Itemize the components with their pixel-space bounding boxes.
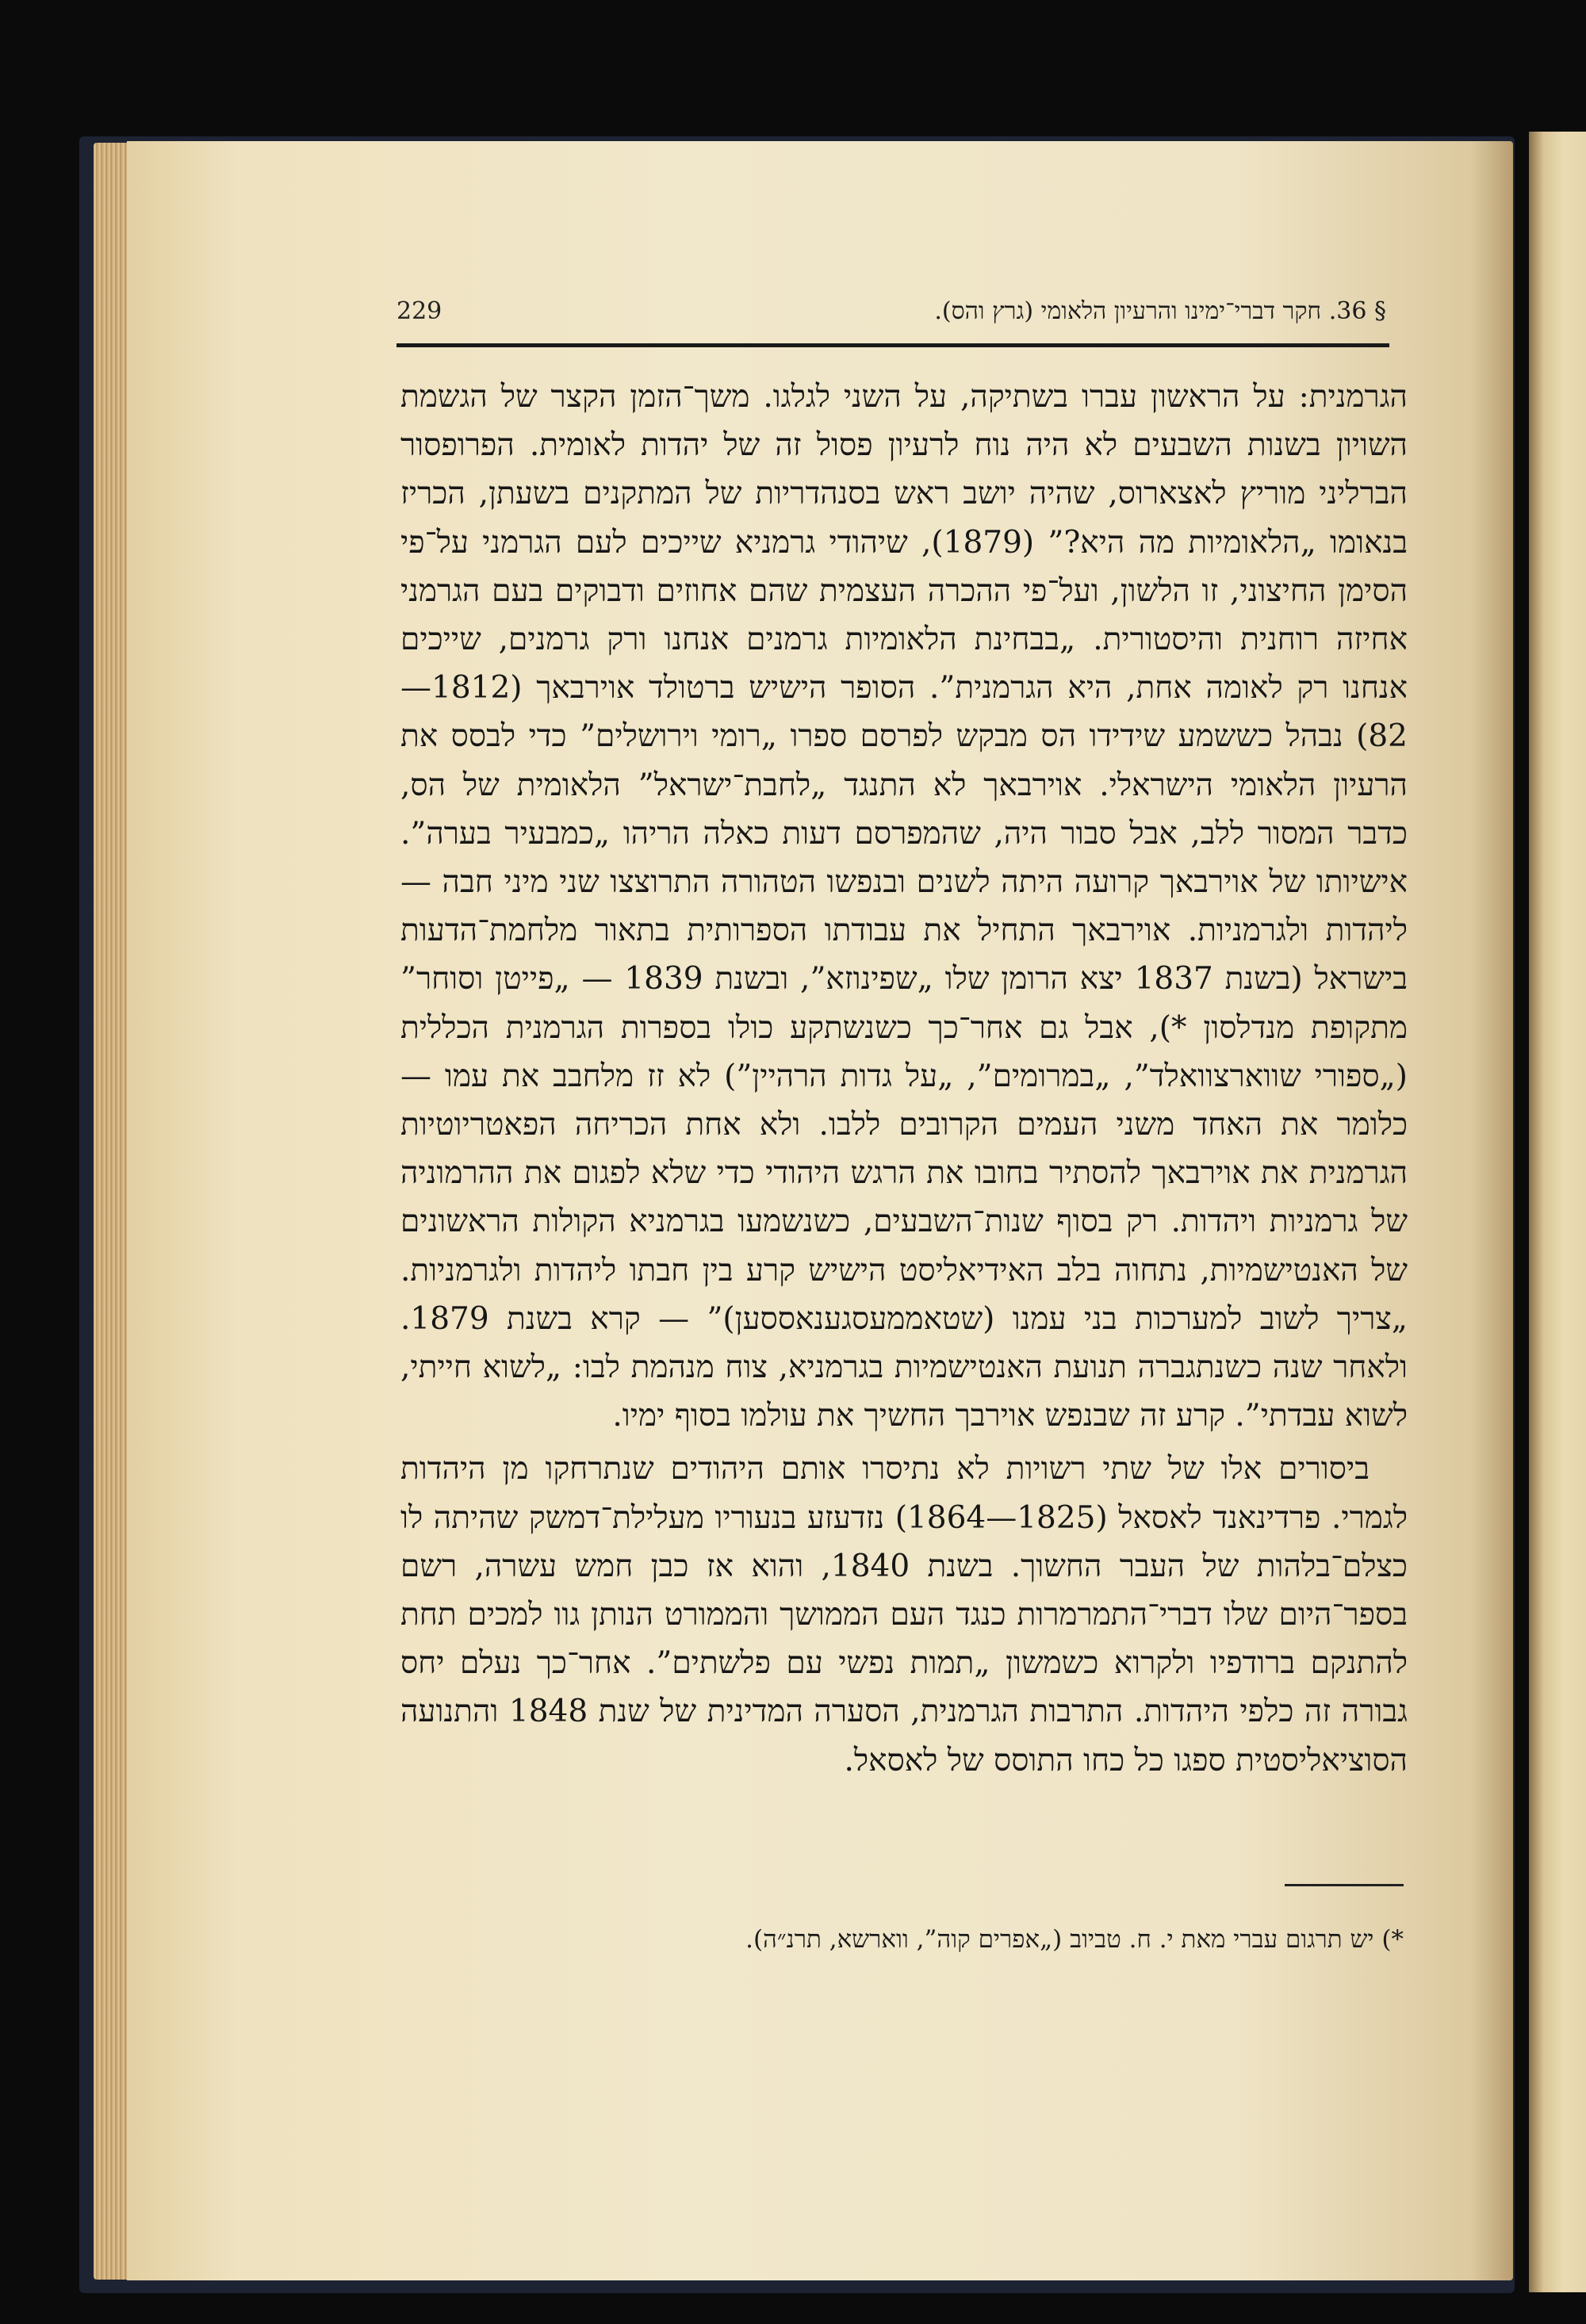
page-number: 229 xyxy=(396,297,442,325)
footnote-rule xyxy=(1285,1884,1404,1886)
paragraph-2: ביסורים אלו של שתי רשויות לא נתיסרו אותם היהודים שנתרחקו מן היהדות לגמרי. פרדינאנד לאסאל (1825—1864) נזדעזע בנעוריו מעלילת־דמשק שהיתה לו כצלם־בלהות של העבר החשוך. בשנת 1840, והוא אז כבן חמש עשרה, רשם בספר־היום שלו דברי־התמרמרות כנגד העם הממושך והממורט הנותן גוו למכים תחת להתנקם ברודפיו ולקרוא כשמשון „תמות נפשי עם פלשתים”. אחר־כך נעלם יחס גבורה זה כלפי היהדות. התרבות הגרמנית, הסערה המדינית של שנת 1848 והתנועה הסוציאליסטית ספגו כל כחו התוסס של לאסאל. xyxy=(400,1451,1408,1778)
facing-page-edge xyxy=(1529,132,1586,2292)
body-text xyxy=(400,373,1408,1785)
header-rule xyxy=(396,343,1389,347)
running-head: § 36. חקר דברי־ימינו והרעיון הלאומי (גרץ והס). xyxy=(934,297,1386,325)
footnote: *) יש תרגום עברי מאת י. ח. טביוב („אפרים קוה”, ווארשא, תרנ״ה). xyxy=(745,1925,1404,1954)
page-header xyxy=(396,297,1386,337)
paragraph-1: הגרמנית: על הראשון עברו בשתיקה, על השני לגלגו. משך־הזמן הקצר של הגשמת השויון בשנות השבעים לא היה נוח לרעיון פסול זה של יהדות לאומית. הפרופסור הברליני מוריץ לאצארוס, שהיה יושב ראש בסנהדריות של המתקנים בשעתן, הכריז בנאומו „הלאומיות מה היא?” (1879), שיהודי גרמניא שייכים לעם הגרמני על־פי הסימן החיצוני, זו הלשון, ועל־פי ההכרה העצמית שהם אחוזים ודבוקים בעם הגרמני אחיזה רוחנית והיסטורית. „בבחינת הלאומיות גרמנים אנחנו ורק גרמנים, שייכים אנחנו רק לאומה אחת, היא הגרמנית”. הסופר הישיש ברטולד אוירבאך (1812—82) נבהל כששמע שידידו הס מבקש לפרסם ספרו „רומי וירושלים” כדי לבסס את הרעיון הלאומי הישראלי. אוירבאך לא התנגד „לחבת־ישראל” הלאומית של הס, כדבר המסור ללב, אבל סבור היה, שהמפרסם דעות כאלה הריהו „כמבעיר בערה”. אישיותו של אוירבאך קרועה היתה לשנים ובנפשו הטהורה התרוצצו שני מיני חבה — ליהדות ולגרמניות. אוירבאך התחיל את עבודתו הספרותית בתאור מלחמת־הדעות בישראל (בשנת 1837 יצא הרומן שלו „שפינוזא”, ובשנת 1839 — „פייטן וסוחר” מתקופת מנדלסון *), אבל גם אחר־כך כשנשתקע כולו בספרות הגרמנית הכללית („ספורי שווארצוואלד”, „במרומים”, „על גדות הרהיין”) לא זז מלחבב את עמו — כלומר את האחד משני העמים הקרובים ללבו. ולא אחת הכריחה הפאטריוטיות הגרמנית את אוירבאך להסתיר בחובו את הרגש היהודי כדי שלא לפגום את ההרמוניה של גרמניות ויהדות. רק בסוף שנות־השבעים, כשנשמעו בגרמניא הקולות הראשונים של האנטישמיות, נתחוה בלב האידיאליסט הישיש קרע בין חבתו ליהדות ולגרמניות. „צריך לשוב למערכות בני עמנו (שטאממעסגענאססען)” — קרא בשנת 1879. ולאחר שנה כשנתגברה תנועת האנטישמיות בגרמניא, צוח מנהמת לבו: „לשוא חייתי, לשוא עבדתי”. קרע זה שבנפש אוירבך החשיך את עולמו בסוף ימיו. xyxy=(400,379,1408,1434)
